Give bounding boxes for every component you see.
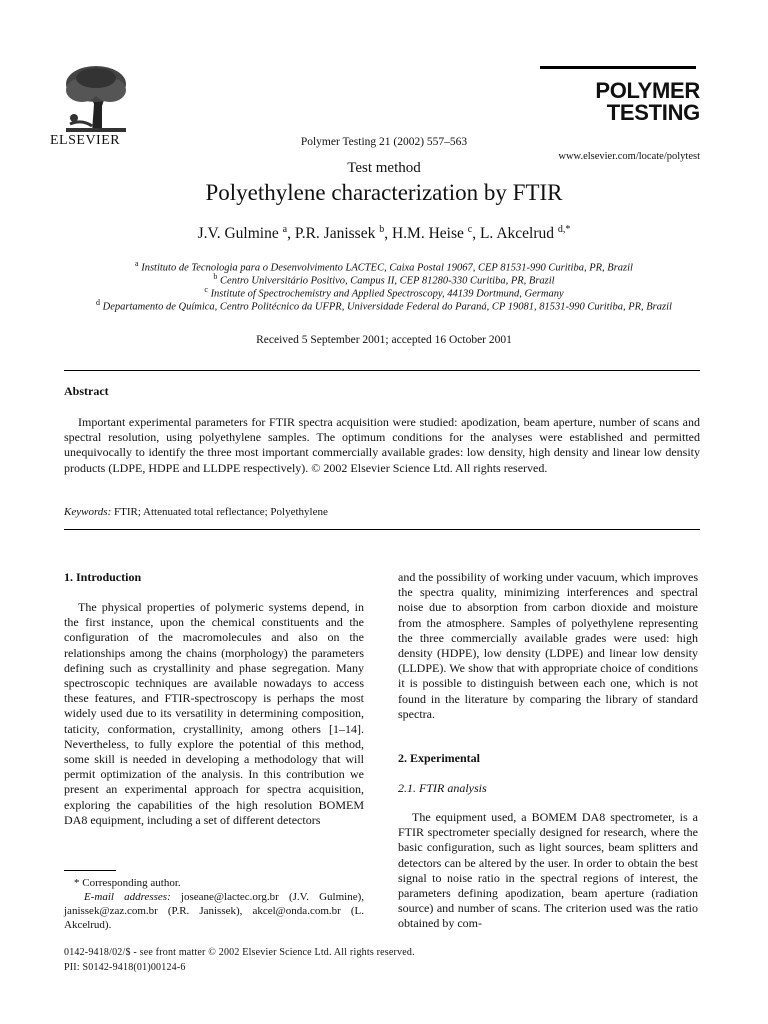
- affiliation-mark: a: [135, 259, 139, 268]
- section-heading-experimental: 2. Experimental: [398, 751, 480, 765]
- affiliation-mark: b: [213, 272, 218, 281]
- footnote-rule: [64, 870, 116, 871]
- affiliation-text: Centro Universitário Positivo, Campus II, CEP 81280-330 Curitiba, PR, Brazil: [220, 275, 555, 287]
- received-dates: Received 5 September 2001; accepted 16 October 2001: [256, 334, 512, 346]
- issn-line: 0142-9418/02/$ - see front matter © 2002 Elsevier Science Ltd. All rights reserved.: [64, 947, 415, 958]
- author-name: L. Akcelrud: [479, 225, 554, 243]
- divider: [64, 529, 700, 530]
- affiliation-text: Instituto de Tecnologia para o Desenvolvimento LACTEC, Caixa Postal 19067, CEP 81531-990 Curitiba, PR, Brazil: [141, 262, 633, 274]
- author-name: P.R. Janissek: [294, 225, 376, 243]
- journal-citation: Polymer Testing 21 (2002) 557–563: [300, 136, 468, 148]
- author-name: H.M. Heise: [391, 225, 464, 243]
- journal-rule: [540, 66, 696, 69]
- author-affil-mark: c: [467, 224, 473, 235]
- affiliation-mark: d: [96, 298, 101, 307]
- journal-name: [540, 80, 700, 124]
- author-affil-mark: b: [379, 224, 385, 235]
- experimental-paragraph: The equipment used, a BOMEM DA8 spectrometer, is a FTIR spectrometer specially designed for research, where the basic configuration, such as light sources, beam splitters and detectors can be altered by the user. In order to obtain the best signal to noise ratio in the spectral regions of interest, the parameters defining apodization, beam aperture (radiation source) and number of scans. The criterion used was the ratio obtained by com-: [398, 810, 698, 931]
- intro-paragraph: The physical properties of polymeric systems depend, in the first instance, upon the chemical constituents and the configuration of the macromolecules and also on the relationships among the chains (morphology) the parameters defining such as crystallinity and phase segregation. Many spectroscopic techniques are available nowadays to access these features, and FTIR-spectroscopy is perhaps the most widely used due to its versatility in determining composition, taticity, conformation, crystallinity, among others [1–14]. Nevertheless, to fully explore the potential of this method, some skill is needed in developing a methodology that will permit optimization of the analysis. In this contribution we present an experimental approach for spectra acquisition, exploring the capabilities of the high resolution BOMEM DA8 equipment, including a set of different detectors: [64, 600, 364, 827]
- journal-name-line2: TESTING: [606, 100, 700, 125]
- journal-url[interactable]: www.elsevier.com/locate/polytest: [558, 151, 700, 162]
- elsevier-tree-logo: [62, 64, 130, 134]
- author-list: J.V. Gulmine $^a$, P.R. Janissek $^b$, H.M. Heise $^c$, L. Akcelrud $^{d,*}$: [197, 224, 571, 243]
- email-label: E-mail addresses:: [84, 891, 171, 903]
- footnote-emails: [64, 890, 364, 932]
- author-affil-mark: d,*: [557, 224, 571, 235]
- pii-line: PII: S0142-9418(01)00124-6: [64, 962, 186, 973]
- divider: [64, 370, 700, 371]
- affiliation-text: Departamento de Química, Centro Politécnico da UFPR, Universidade Federal do Paraná, CP 19081, 81531-990 Curitiba, PR, Brazil: [102, 301, 672, 313]
- email-addresses[interactable]: joseane@lactec.org.br (J.V. Gulmine), janissek@zaz.com.br (P.R. Janissek), akcel@onda.com.br (L. Akcelrud).: [64, 891, 365, 931]
- intro-paragraph-continued: and the possibility of working under vacuum, which improves the spectra quality, minimizing interferences and spectral noise due to absorption from carbon dioxide and moisture from the atmosphere. Samples of polyethylene representing the three commercially available grades were used: high density (HDPE), low density (LDPE) and linear low density (LLDPE). We show that with appropriate choice of conditions it is possible to distinguish between each one, which is not found in the literature by comparing the library of standard spectra.: [398, 570, 698, 721]
- author-name: J.V. Gulmine: [197, 225, 279, 243]
- keywords: [64, 506, 328, 518]
- keywords-label: Keywords:: [64, 506, 112, 518]
- section-heading-introduction: 1. Introduction: [64, 570, 142, 584]
- author-affil-mark: a: [282, 224, 288, 235]
- affiliation-mark: c: [204, 285, 208, 294]
- abstract-heading: Abstract: [64, 384, 109, 398]
- abstract-text: Important experimental parameters for FTIR spectra acquisition were studied: apodization, beam aperture, number of scans and spectral resolution, using polyethylene samples. The optimum conditions for the analyses were established and permitted unequivocally to identify the three most important commercially available grades: low density, high density and linear low density products (LDPE, HDPE and LLDPE respectively). © 2002 Elsevier Science Ltd. All rights reserved.: [64, 415, 700, 475]
- journal-name-line1: POLYMER: [595, 78, 700, 103]
- affiliation-text: Institute of Spectrochemistry and Applied Spectroscopy, 44139 Dortmund, Germany: [210, 288, 564, 300]
- article-type: Test method: [347, 160, 421, 176]
- article-title: Polyethylene characterization by FTIR: [205, 180, 563, 205]
- keywords-list: FTIR; Attenuated total reflectance; Polyethylene: [114, 506, 328, 518]
- footnote-corresponding: * Corresponding author.: [74, 877, 181, 889]
- affiliation: [60, 296, 708, 314]
- publisher-name: ELSEVIER: [50, 133, 121, 148]
- subsection-heading-ftir: 2.1. FTIR analysis: [398, 781, 487, 795]
